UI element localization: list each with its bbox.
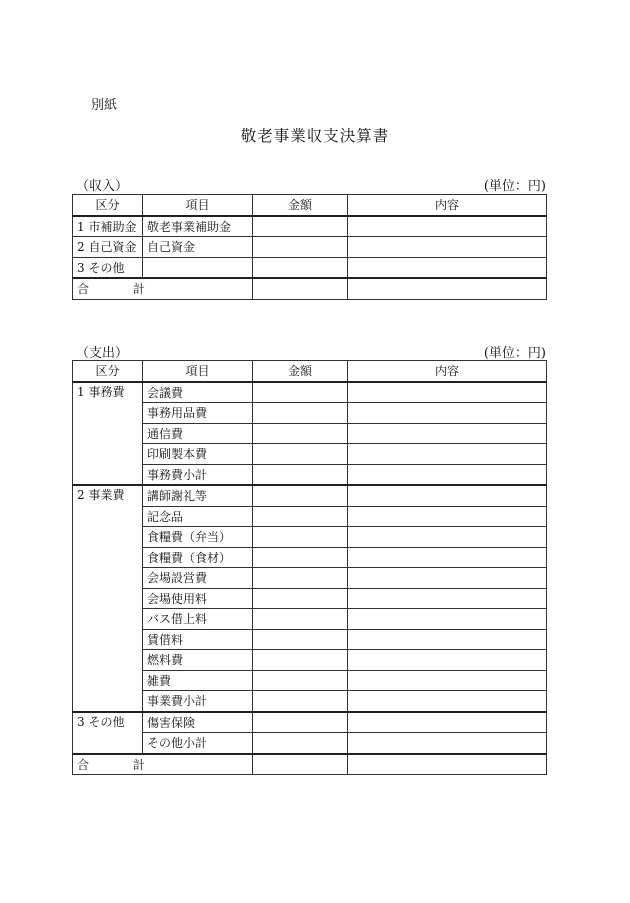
expense-amount-cell[interactable] [253, 588, 348, 609]
expense-amount-cell[interactable] [253, 444, 348, 465]
income-total-left: 合 [77, 282, 90, 297]
expense-content-cell[interactable] [348, 609, 547, 630]
expense-amount-cell[interactable] [253, 506, 348, 527]
header-content: 内容 [348, 195, 547, 216]
expense-amount-cell[interactable] [253, 609, 348, 630]
expense-subtotal-row [73, 733, 547, 754]
expense-content-cell[interactable] [348, 588, 547, 609]
header-category: 区分 [73, 195, 143, 216]
header-amount: 金額 [253, 361, 348, 382]
expense-section-label: （支出） [76, 346, 129, 361]
expense-content-cell[interactable] [348, 670, 547, 691]
income-amount-cell[interactable] [253, 237, 348, 258]
income-row [73, 237, 547, 258]
expense-item-cell: 食糧費（弁当） [143, 527, 253, 548]
expense-item-cell: バス借上料 [143, 609, 253, 630]
expense-row [73, 629, 547, 650]
header-amount: 金額 [253, 195, 348, 216]
expense-subtotal-amount-cell[interactable] [253, 464, 348, 485]
expense-content-cell[interactable] [348, 506, 547, 527]
expense-category-cell: 3 その他 [73, 712, 143, 754]
expense-row [73, 423, 547, 444]
expense-category-cell: 2 事業費 [73, 485, 143, 712]
expense-subtotal-amount-cell[interactable] [253, 691, 348, 712]
expense-content-cell[interactable] [348, 527, 547, 548]
expense-item-cell: 会場使用料 [143, 588, 253, 609]
expense-content-cell[interactable] [348, 403, 547, 424]
expense-amount-cell[interactable] [253, 527, 348, 548]
income-header-row [73, 195, 547, 216]
expense-item-cell: 食糧費（食材） [143, 547, 253, 568]
expense-amount-cell[interactable] [253, 650, 348, 671]
expense-subtotal-label: 事務費小計 [143, 464, 253, 485]
expense-item-cell: 会場設営費 [143, 568, 253, 589]
income-item-cell: 自己資金 [143, 237, 253, 258]
income-amount-cell[interactable] [253, 216, 348, 237]
expense-content-cell[interactable] [348, 444, 547, 465]
expense-row [73, 506, 547, 527]
expense-item-cell: 事務用品費 [143, 403, 253, 424]
income-total-label [73, 278, 253, 299]
expense-unit-label: (単位：円) [483, 346, 546, 361]
expense-item-cell: 印刷製本費 [143, 444, 253, 465]
expense-content-cell[interactable] [348, 712, 547, 733]
income-section-label: （収入） [76, 179, 129, 194]
expense-content-cell[interactable] [348, 547, 547, 568]
expense-row [73, 444, 547, 465]
expense-header-row [73, 361, 547, 382]
expense-row [73, 609, 547, 630]
income-row [73, 216, 547, 237]
expense-content-cell[interactable] [348, 485, 547, 506]
income-category-cell: 2 自己資金 [73, 237, 143, 258]
expense-row [73, 403, 547, 424]
income-total-content-cell[interactable] [348, 278, 547, 299]
expense-total-amount-cell[interactable] [253, 754, 348, 775]
expense-amount-cell[interactable] [253, 670, 348, 691]
expense-subtotal-row [73, 464, 547, 485]
expense-subtotal-label: 事業費小計 [143, 691, 253, 712]
expense-content-cell[interactable] [348, 650, 547, 671]
header-item: 項目 [143, 195, 253, 216]
income-amount-cell[interactable] [253, 257, 348, 278]
income-content-cell[interactable] [348, 237, 547, 258]
income-total-right: 計 [133, 282, 146, 297]
income-total-row [73, 278, 547, 299]
expense-item-cell: 燃料費 [143, 650, 253, 671]
expense-subtotal-content-cell[interactable] [348, 464, 547, 485]
expense-row [73, 670, 547, 691]
expense-item-cell: 記念品 [143, 506, 253, 527]
expense-row [73, 712, 547, 733]
expense-subtotal-content-cell[interactable] [348, 691, 547, 712]
expense-item-cell: 会議費 [143, 382, 253, 403]
income-category-cell: 1 市補助金 [73, 216, 143, 237]
expense-amount-cell[interactable] [253, 568, 348, 589]
attachment-label: 別紙 [91, 98, 118, 113]
income-item-cell: 敬老事業補助金 [143, 216, 253, 237]
expense-amount-cell[interactable] [253, 382, 348, 403]
expense-subtotal-label: その他小計 [143, 733, 253, 754]
income-category-cell: 3 その他 [73, 257, 143, 278]
document-title: 敬老事業収支決算書 [240, 127, 390, 145]
expense-amount-cell[interactable] [253, 547, 348, 568]
income-table [72, 194, 547, 300]
expense-item-cell: 通信費 [143, 423, 253, 444]
expense-row [73, 527, 547, 548]
expense-amount-cell[interactable] [253, 712, 348, 733]
expense-row [73, 382, 547, 403]
expense-item-cell: 賃借料 [143, 629, 253, 650]
expense-amount-cell[interactable] [253, 629, 348, 650]
expense-amount-cell[interactable] [253, 423, 348, 444]
expense-amount-cell[interactable] [253, 403, 348, 424]
expense-item-cell: 傷害保険 [143, 712, 253, 733]
expense-total-label [73, 754, 253, 775]
income-unit-label: (単位：円) [483, 179, 546, 194]
expense-row [73, 568, 547, 589]
expense-content-cell[interactable] [348, 423, 547, 444]
expense-table [72, 360, 547, 775]
expense-content-cell[interactable] [348, 568, 547, 589]
income-content-cell[interactable] [348, 257, 547, 278]
header-item: 項目 [143, 361, 253, 382]
expense-item-cell: 講師謝礼等 [143, 485, 253, 506]
expense-total-left: 合 [77, 757, 90, 772]
expense-total-row [73, 754, 547, 775]
expense-content-cell[interactable] [348, 382, 547, 403]
expense-row [73, 650, 547, 671]
expense-total-right: 計 [133, 757, 146, 772]
expense-amount-cell[interactable] [253, 485, 348, 506]
expense-subtotal-amount-cell[interactable] [253, 733, 348, 754]
header-content: 内容 [348, 361, 547, 382]
income-total-amount-cell[interactable] [253, 278, 348, 299]
expense-row [73, 485, 547, 506]
income-row [73, 257, 547, 278]
expense-subtotal-row [73, 691, 547, 712]
header-category: 区分 [73, 361, 143, 382]
income-content-cell[interactable] [348, 216, 547, 237]
expense-category-cell: 1 事務費 [73, 382, 143, 486]
expense-subtotal-content-cell[interactable] [348, 733, 547, 754]
expense-row [73, 588, 547, 609]
expense-content-cell[interactable] [348, 629, 547, 650]
income-item-cell [143, 257, 253, 278]
expense-row [73, 547, 547, 568]
expense-total-content-cell[interactable] [348, 754, 547, 775]
expense-item-cell: 雑費 [143, 670, 253, 691]
